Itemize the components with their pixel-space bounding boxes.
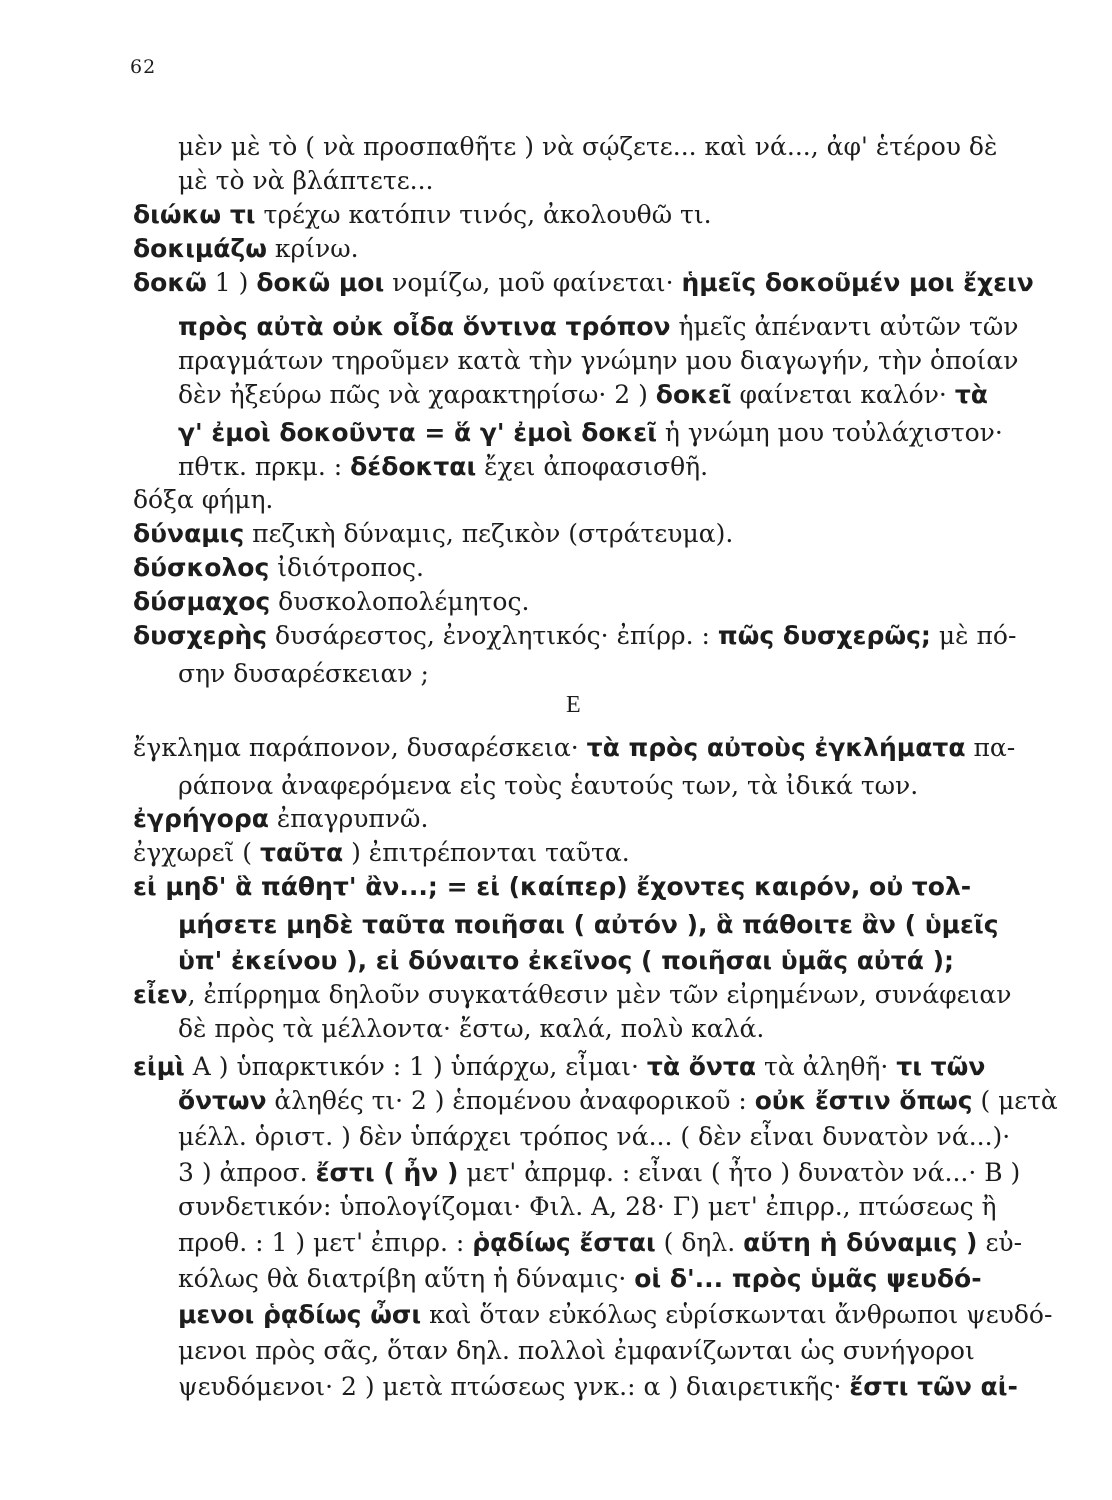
- definition-text: μὲ πό-: [930, 621, 1017, 650]
- definition-text: Α ) ὑπαρκτικόν : 1 ) ὑπάρχω, εἶμαι·: [184, 1052, 647, 1081]
- headword-text: δύσμαχος: [133, 587, 271, 616]
- headword-text: οἱ δ'... πρὸς ὑμᾶς ψευδό-: [634, 1264, 982, 1293]
- text-line: [133, 838, 630, 868]
- definition-text: ( δηλ.: [655, 1228, 744, 1257]
- text-line: [178, 1336, 975, 1366]
- headword-text: δοκεῖ: [655, 380, 732, 409]
- definition-text: καὶ ὅταν εὐκόλως εὑρίσκωνται ἄνθρωποι ψευδό-: [421, 1300, 1053, 1329]
- definition-text: ἐπαγρυπνῶ.: [268, 804, 429, 833]
- text-line: [133, 553, 424, 583]
- text-line: [178, 452, 708, 482]
- definition-text: μὲν μὲ τὸ ( νὰ προσπαθῆτε ) νὰ σῴζετε... καὶ νά..., ἀφ' ἑτέρου δὲ: [178, 132, 998, 161]
- text-line: [178, 910, 999, 940]
- definition-text: συνδετικόν: ὑπολογίζομαι· Φιλ. Α, 28· Γ) μετ' ἐπιρρ., πτώσεως ἢ: [178, 1192, 997, 1221]
- text-line: [133, 234, 359, 264]
- definition-text: φήμη.: [193, 485, 274, 514]
- headword-text: δοκῶ: [133, 268, 207, 297]
- headword-text: δυσχερὴς: [133, 621, 268, 650]
- definition-text: (: [234, 838, 260, 867]
- text-line: [133, 733, 1015, 763]
- text-line: [133, 200, 712, 230]
- definition-text: ἔχει ἀποφασισθῆ.: [476, 452, 709, 481]
- text-line: [178, 1122, 1010, 1152]
- definition-text: ἡ γνώμη μου τοὐλάχιστον·: [656, 418, 1003, 447]
- definition-text: 3 ) ἀπροσ.: [178, 1158, 316, 1187]
- text-line: [178, 1158, 1020, 1188]
- definition-text: νομίζω, μοῦ φαίνεται·: [384, 268, 682, 297]
- headword-text: τὰ ὄντα: [646, 1052, 757, 1081]
- definition-text: μέλλ. ὁριστ. ) δὲν ὑπάρχει τρόπος νά... ( δὲν εἶναι δυνατὸν νά...)·: [178, 1122, 1011, 1151]
- definition-text: πθτκ. πρκμ. :: [178, 452, 351, 481]
- text-line: [178, 771, 918, 801]
- definition-text: ἡμεῖς ἀπέναντι αὐτῶν τῶν: [670, 312, 1019, 341]
- headword-text: εἶεν: [133, 980, 188, 1009]
- definition-text: τρέχω κατόπιν τινός, ἀκολουθῶ τι.: [255, 200, 712, 229]
- definition-text: ἰδιότροπος.: [269, 553, 424, 582]
- definition-text: προθ. : 1 ) μετ' ἐπιρρ. :: [178, 1228, 473, 1257]
- definition-text: εὐ-: [977, 1228, 1023, 1257]
- text-line: [178, 166, 433, 196]
- definition-text: δὲν ἠξεύρω πῶς νὰ χαρακτηρίσω· 2 ): [178, 380, 656, 409]
- text-line: [178, 1086, 1058, 1116]
- definition-text: μὲ τὸ νὰ βλάπτετε...: [178, 166, 434, 195]
- text-line: [178, 1264, 982, 1294]
- text-line: [178, 380, 988, 410]
- text-line: [178, 659, 429, 689]
- headword-text: τὰ πρὸς αὐτοὺς ἐγκλήματα: [586, 733, 966, 762]
- headword-text: πρὸς αὐτὰ οὐκ οἶδα ὅντινα τρόπον: [178, 312, 671, 341]
- definition-text: δὲ πρὸς τὰ μέλλοντα· ἔστω, καλά, πολὺ καλά.: [178, 1014, 765, 1043]
- definition-text: ἀληθές τι· 2 ) ἑπομένου ἀναφορικοῦ :: [266, 1086, 755, 1115]
- text-line: [178, 1372, 1018, 1402]
- headword-text: δύναμις: [133, 519, 245, 548]
- text-line: [178, 1300, 1052, 1330]
- definition-text: τὰ ἀληθῆ·: [756, 1052, 897, 1081]
- definition-text: , ἐπίρρημα δηλοῦν συγκατάθεσιν μὲν τῶν εἰρημένων, συνάφειαν: [187, 980, 1012, 1009]
- text-line: [178, 418, 1003, 448]
- headword-text: ὑπ' ἐκείνου ), εἰ δύναιτο ἐκεῖνος ( ποιῆσαι ὑμᾶς αὐτά );: [178, 946, 955, 975]
- headword-text: μήσετε μηδὲ ταῦτα ποιῆσαι ( αὐτόν ), ἃ πάθοιτε ἂν ( ὑμεῖς: [178, 910, 999, 939]
- definition-text: κρίνω.: [266, 234, 359, 263]
- headword-text: ἔστι ( ἦν ): [315, 1158, 459, 1187]
- headword-text: εἰ μηδ' ἃ πάθητ' ἂν...; = εἰ (καίπερ) ἔχοντες καιρόν, οὐ τολ-: [133, 872, 972, 901]
- definition-text: πεζικὴ δύναμις, πεζικὸν (στράτευμα).: [244, 519, 734, 548]
- definition-text: παράπονον, δυσαρέσκεια·: [240, 733, 587, 762]
- definition-text: πα-: [965, 733, 1016, 762]
- headword-text: δέδοκται: [350, 452, 477, 481]
- text-line: [133, 587, 529, 617]
- text-line: [133, 621, 1016, 651]
- section-letter: Ε: [566, 692, 581, 718]
- headword-text: δύσκολος: [133, 553, 270, 582]
- headword-text: τι τῶν: [896, 1052, 986, 1081]
- definition-text: σην δυσαρέσκειαν ;: [178, 659, 429, 688]
- headword-text: ἐγρήγορα: [133, 804, 269, 833]
- headword-text: τὰ: [954, 380, 988, 409]
- headword-text: ταῦτα: [260, 838, 344, 867]
- definition-text: δυσκολοπολέμητος.: [270, 587, 530, 616]
- headword-text: εἰμὶ: [133, 1052, 185, 1081]
- definition-text: ψευδόμενοι· 2 ) μετὰ πτώσεως γνκ.: α ) διαιρετικῆς·: [178, 1372, 850, 1401]
- definition-text: 1 ): [206, 268, 257, 297]
- text-line: [178, 946, 954, 976]
- definition-text: κόλως θὰ διατρίβη αὕτη ἡ δύναμις·: [178, 1264, 635, 1293]
- text-line: [133, 872, 971, 902]
- headword-text: δοκῶ μοι: [256, 268, 385, 297]
- headword-text: αὕτη ἡ δύναμις ): [743, 1228, 978, 1257]
- headword-text: πῶς δυσχερῶς;: [717, 621, 931, 650]
- headword-text: ῥᾳδίως ἔσται: [472, 1228, 656, 1257]
- text-line: [178, 1228, 1022, 1258]
- text-line: [133, 1052, 985, 1082]
- text-line: [133, 268, 1034, 298]
- headword-text: μενοι ῥᾳδίως ὦσι: [178, 1300, 422, 1329]
- text-line: [178, 1192, 997, 1222]
- headword-text: διώκω τι: [133, 200, 256, 229]
- text-line: [178, 132, 997, 162]
- definition-text: πραγμάτων τηροῦμεν κατὰ τὴν γνώμην μου διαγωγήν, τὴν ὁποίαν: [178, 346, 1019, 375]
- headword-text: ἡμεῖς δοκοῦμέν μοι ἔχειν: [681, 268, 1034, 297]
- definition-text: ( μετὰ: [972, 1086, 1058, 1115]
- headword-text: ὄντων: [178, 1086, 267, 1115]
- text-line: [178, 312, 1018, 342]
- headword-text: οὐκ ἔστιν ὅπως: [754, 1086, 973, 1115]
- definition-text: ράπονα ἀναφερόμενα εἰς τοὺς ἑαυτούς των, τὰ ἰδικά των.: [178, 771, 919, 800]
- text-line: [133, 485, 273, 515]
- definition-text: φαίνεται καλόν·: [731, 380, 955, 409]
- text-line: [178, 1014, 764, 1044]
- definition-text: ) ἐπιτρέπονται ταῦτα.: [343, 838, 630, 867]
- text-line: [133, 980, 1011, 1010]
- page-number: 62: [130, 56, 157, 78]
- text-line: [133, 519, 733, 549]
- headword-text: γ' ἐμοὶ δοκοῦντα = ἅ γ' ἐμοὶ δοκεῖ: [178, 418, 657, 447]
- definition-text: μενοι πρὸς σᾶς, ὅταν δηλ. πολλοὶ ἐμφανίζωνται ὡς συνήγοροι: [178, 1336, 975, 1365]
- text-line: [178, 346, 1018, 376]
- headword-text: ἔστι τῶν αἰ-: [849, 1372, 1018, 1401]
- definition-text: ἔγκλημα: [133, 733, 241, 762]
- headword-text: δοκιμάζω: [133, 234, 267, 263]
- definition-text: ἐγχωρεῖ: [133, 838, 235, 867]
- definition-text: μετ' ἀπρμφ. : εἶναι ( ἦτο ) δυνατὸν νά...· Β ): [458, 1158, 1021, 1187]
- definition-text: δόξα: [133, 485, 194, 514]
- definition-text: δυσάρεστος, ἐνοχλητικός· ἐπίρρ. :: [267, 621, 718, 650]
- text-line: [133, 804, 428, 834]
